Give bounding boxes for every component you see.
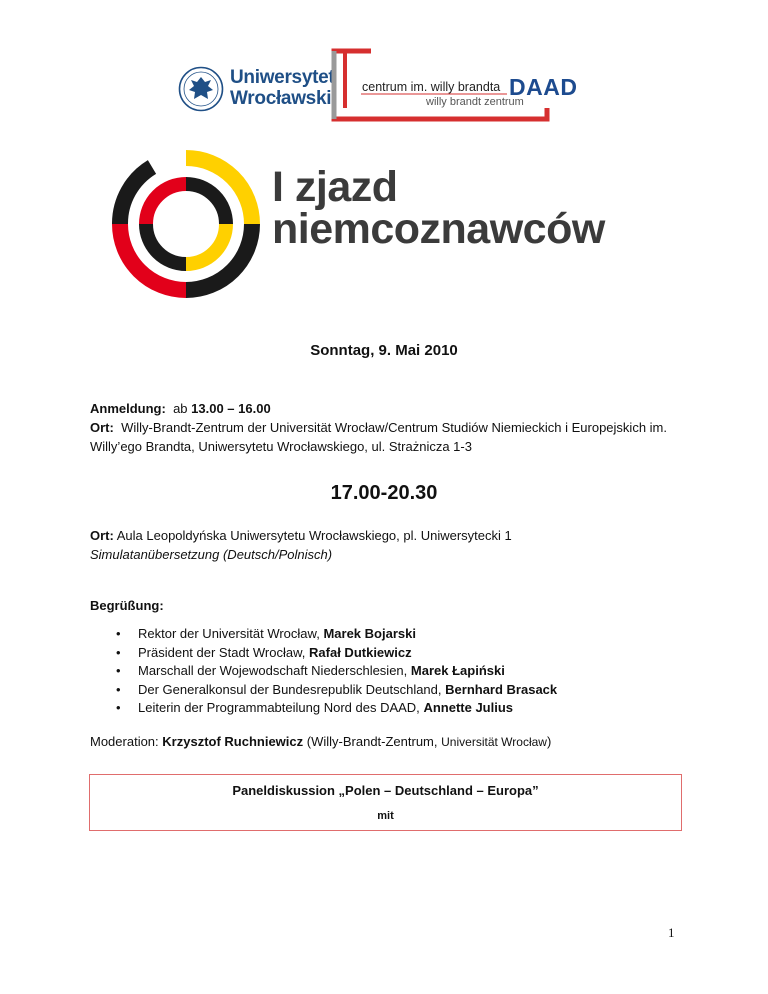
panel-discussion-box: [89, 774, 682, 831]
moderator-university: Universität Wrocław: [441, 735, 547, 749]
event-date: Sonntag, 9. Mai 2010: [310, 342, 458, 359]
registration-line: [90, 399, 690, 418]
venue-text: Aula Leopoldyńska Uniwersytetu Wrocławskiego, pl. Uniwersytecki 1: [116, 528, 512, 543]
speaker-role: Der Generalkonsul der Bundesrepublik Deutschland,: [138, 681, 442, 697]
university-seal-icon: [178, 66, 224, 112]
moderation-line: [90, 732, 551, 752]
congress-title: [272, 163, 605, 253]
registration-block: [90, 399, 690, 456]
translation-note: [90, 545, 700, 564]
list-item: [116, 662, 557, 681]
venue-line: [90, 526, 700, 545]
registration-place-label: Ort:: [90, 420, 114, 435]
daad-logo: DAAD: [509, 74, 578, 100]
speaker-name: Marek Łapiński: [410, 663, 505, 678]
list-item: [116, 644, 557, 663]
registration-place: [90, 418, 690, 456]
moderator-name: Krzysztof Ruchniewicz: [162, 734, 304, 749]
page-number: 1: [668, 925, 675, 940]
registration-time: 13.00 – 16.00: [191, 401, 271, 416]
university-logo: [178, 66, 335, 112]
venue-label: Ort:: [90, 528, 114, 543]
speaker-name: Marek Bojarski: [323, 626, 416, 641]
speaker-name: Annette Julius: [423, 700, 514, 715]
university-name-line1: Uniwersytet: [230, 67, 335, 88]
wbz-name-polish: centrum im. willy brandta: [362, 80, 501, 94]
registration-label: Anmeldung:: [90, 401, 166, 416]
list-item: [116, 681, 557, 700]
wbz-name-german: willy brandt zentrum: [426, 96, 524, 108]
moderator-affiliation-close: ): [546, 734, 552, 749]
university-name-line2: Wrocławski: [230, 88, 332, 109]
translation-text: Simulatanübersetzung (Deutsch/Polnisch): [90, 547, 333, 562]
bullet: •: [116, 700, 121, 715]
bullet: •: [116, 681, 121, 697]
congress-emblem-icon: [112, 150, 260, 298]
speaker-role: Marschall der Wojewodschaft Niederschlesien,: [138, 663, 408, 678]
university-name: [230, 67, 334, 109]
bullet: •: [116, 626, 121, 641]
panel-with-label: mit: [377, 810, 394, 822]
registration-place-text: Willy-Brandt-Zentrum der Universität Wrocław/Centrum Studiów Niemieckich i Europejskich im. Willy’ego Brandta, Uniwersytetu Wrocławskiego, ul. Strażnicza 1-3: [90, 420, 667, 454]
speaker-role: Präsident der Stadt Wrocław,: [138, 644, 306, 660]
bullet: •: [116, 644, 121, 660]
greeting-title-text: Begrüßung:: [90, 598, 164, 613]
congress-title-line1: I zjazd: [272, 163, 398, 211]
bullet: •: [116, 663, 121, 678]
registration-prefix: ab: [173, 401, 188, 416]
speaker-name: Rafał Dutkiewicz: [309, 644, 412, 660]
greeting-list: [116, 625, 557, 718]
main-session-time: 17.00-20.30: [330, 482, 438, 504]
moderation-label: Moderation:: [90, 734, 159, 749]
speaker-role: Leiterin der Programmabteilung Nord des DAAD,: [138, 700, 420, 715]
greeting-title: [90, 596, 164, 615]
moderator-affiliation: (Willy-Brandt-Zentrum,: [306, 734, 438, 749]
congress-title-line2: niemcoznawców: [272, 205, 605, 253]
speaker-role: Rektor der Universität Wrocław,: [138, 626, 320, 641]
speaker-name: Bernhard Brasack: [445, 681, 558, 697]
list-item: [116, 699, 557, 718]
venue-block: [90, 526, 700, 564]
panel-title: Paneldiskussion „Polen – Deutschland – Europa”: [232, 783, 539, 798]
list-item: [116, 625, 557, 644]
